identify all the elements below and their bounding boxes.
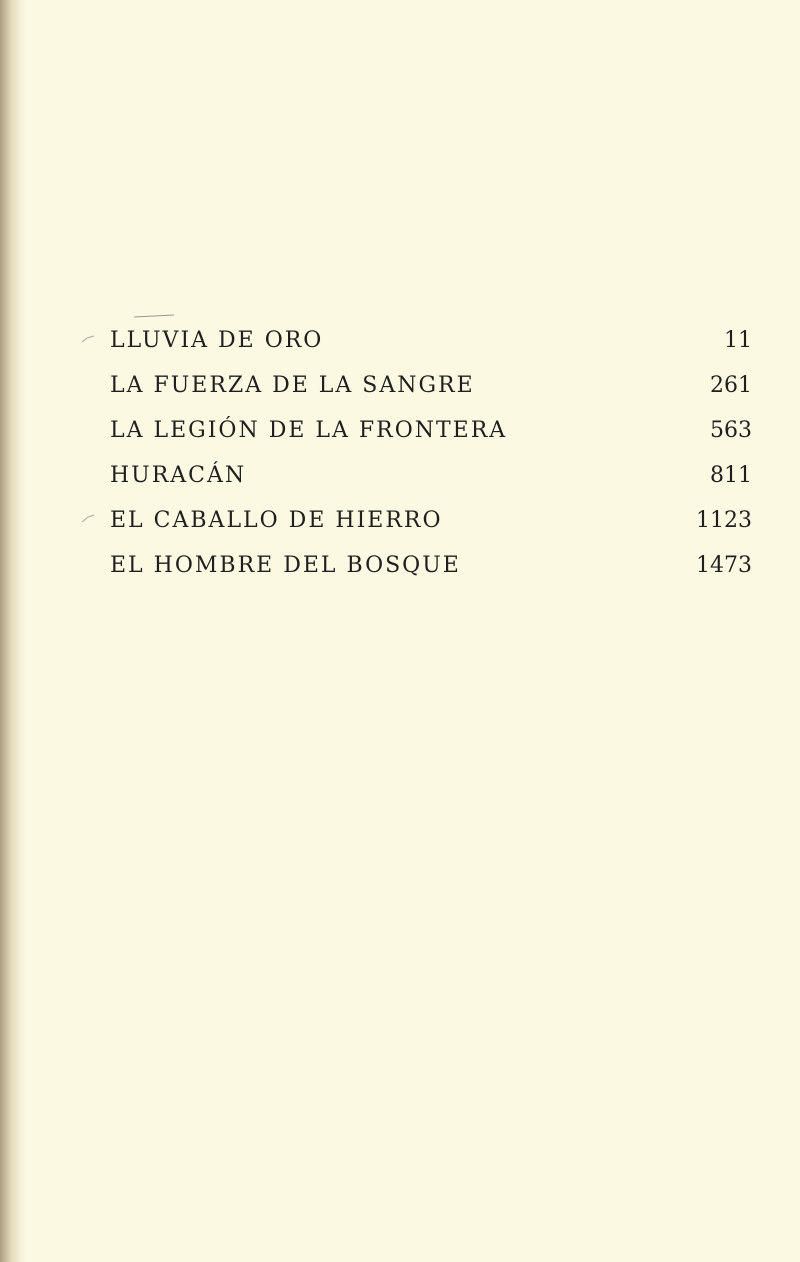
toc-entry-page: 1473 bbox=[696, 553, 752, 578]
toc-entry bbox=[110, 408, 752, 453]
toc-entry bbox=[110, 543, 752, 588]
toc-entry-title: LA LEGIÓN DE LA FRONTERA bbox=[110, 418, 508, 443]
toc-entry-title: EL CABALLO DE HIERRO bbox=[110, 508, 443, 533]
toc-entry-title: LA FUERZA DE LA SANGRE bbox=[110, 373, 475, 398]
toc-entry bbox=[110, 498, 752, 543]
toc-entry bbox=[110, 318, 752, 363]
pencil-mark-icon bbox=[80, 512, 96, 526]
spine-shadow bbox=[0, 0, 26, 1262]
toc-entry-page: 261 bbox=[710, 373, 752, 398]
pencil-mark-icon bbox=[80, 332, 96, 346]
toc-entry-page: 1123 bbox=[696, 508, 752, 533]
pencil-overline-icon bbox=[134, 313, 176, 319]
toc-entry-title: LLUVIA DE ORO bbox=[110, 328, 324, 353]
toc-entry-page: 11 bbox=[724, 328, 752, 353]
toc-entry-page: 563 bbox=[710, 418, 752, 443]
toc-entry-page: 811 bbox=[710, 463, 752, 488]
toc-entry bbox=[110, 363, 752, 408]
toc-entry-title: EL HOMBRE DEL BOSQUE bbox=[110, 553, 461, 578]
toc-entry bbox=[110, 453, 752, 498]
table-of-contents bbox=[110, 318, 752, 588]
toc-entry-title: HURACÁN bbox=[110, 463, 247, 488]
